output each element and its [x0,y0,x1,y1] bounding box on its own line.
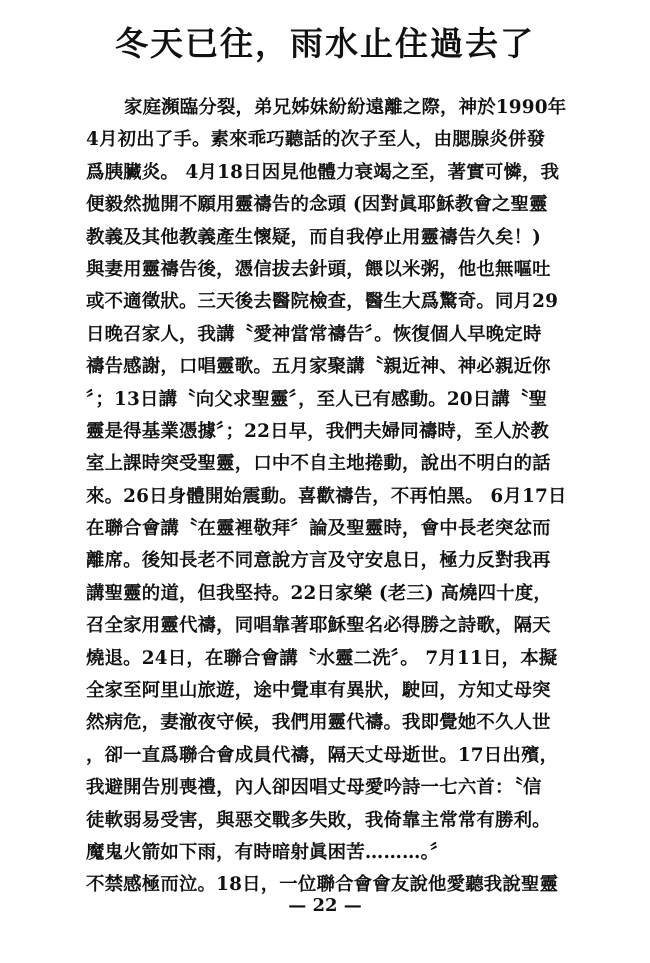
text-line: 離席。後知長老不同意說方言及守安息日，極力反對我再 [86,550,551,572]
text-line: 與妻用靈禱告後，憑信拔去針頭，餵以米粥，他也無嘔吐 [86,258,551,280]
text-line: 靈是得基業憑據〞；22日早，我們夫婦同禱時，至人於教 [86,420,549,442]
text-line: 或不適徵狀。三天後去醫院檢查，醫生大爲驚奇。同月29 [86,291,559,313]
text-line: 室上課時突受聖靈，口中不自主地捲動，說出不明白的話 [86,453,551,475]
text-line: 〞；13日講〝向父求聖靈〞，至人已有感動。20日講〝聖 [86,388,548,410]
text-line: 家庭瀕臨分裂，弟兄姊妹紛紛遠離之際，神於1990年 [124,97,567,118]
text-line: 教義及其他教義產生懷疑，而自我停止用靈禱告久矣！) [86,226,542,248]
text-line: 講聖靈的道，但我堅持。22日家樂 (老三) 高燒四十度， [86,582,552,604]
page-title: 冬天已往，雨水止住過去了 [115,24,535,63]
text-line: 4月初出了手。素來乖巧聽話的次子至人，由腮腺炎併發 [86,129,546,151]
text-line: ，卻一直爲聯合會成員代禱，隔天丈母逝世。17日出殯， [86,744,559,766]
text-line: 便毅然拋開不願用靈禱告的念頭 (因對眞耶穌教會之聖靈 [86,194,548,216]
text-line: 我避開告別喪禮，內人卻因唱丈母愛吟詩一七六首：〝信 [86,777,542,799]
text-line: 魔鬼火箭如下雨，有時暗射眞困苦………。〞 [86,841,449,863]
text-line: 爲胰臟炎。 4月18日因見他體力衰竭之至，著實可憐，我 [86,161,560,183]
text-line: 徒軟弱易受害，與惡交戰多失敗，我倚靠主常常有勝利。 [86,809,551,831]
page-number: — 22 — [288,895,362,916]
text-line: 在聯合會講〝在靈裡敬拜〞論及聖靈時，會中長老突忿而 [86,518,551,540]
text-line: 全家至阿里山旅遊，途中覺車有異狀，駛回，方知丈母突 [86,680,551,702]
text-line: 禱告感謝，口唱靈歌。五月家聚講〝親近神、神必親近你 [86,356,551,378]
text-line: 召全家用靈代禱，同唱靠著耶穌聖名必得勝之詩歌，隔天 [86,615,551,637]
text-line: 日晚召家人，我講〝愛神當常禱告〞。恢復個人早晚定時 [86,323,542,345]
body-text [86,92,586,902]
text-line: 燒退。24日，在聯合會講〝水靈二洗〞。 7月11日，本擬 [86,647,558,669]
text-line: 來。26日身體開始震動。喜歡禱告，不再怕黑。 6月17日 [86,485,567,507]
text-line: 不禁感極而泣。18日，一位聯合會會友說他愛聽我說聖靈 [86,874,559,896]
text-line: 然病危，妻澈夜守候，我們用靈代禱。我即覺她不久人世 [86,712,551,734]
